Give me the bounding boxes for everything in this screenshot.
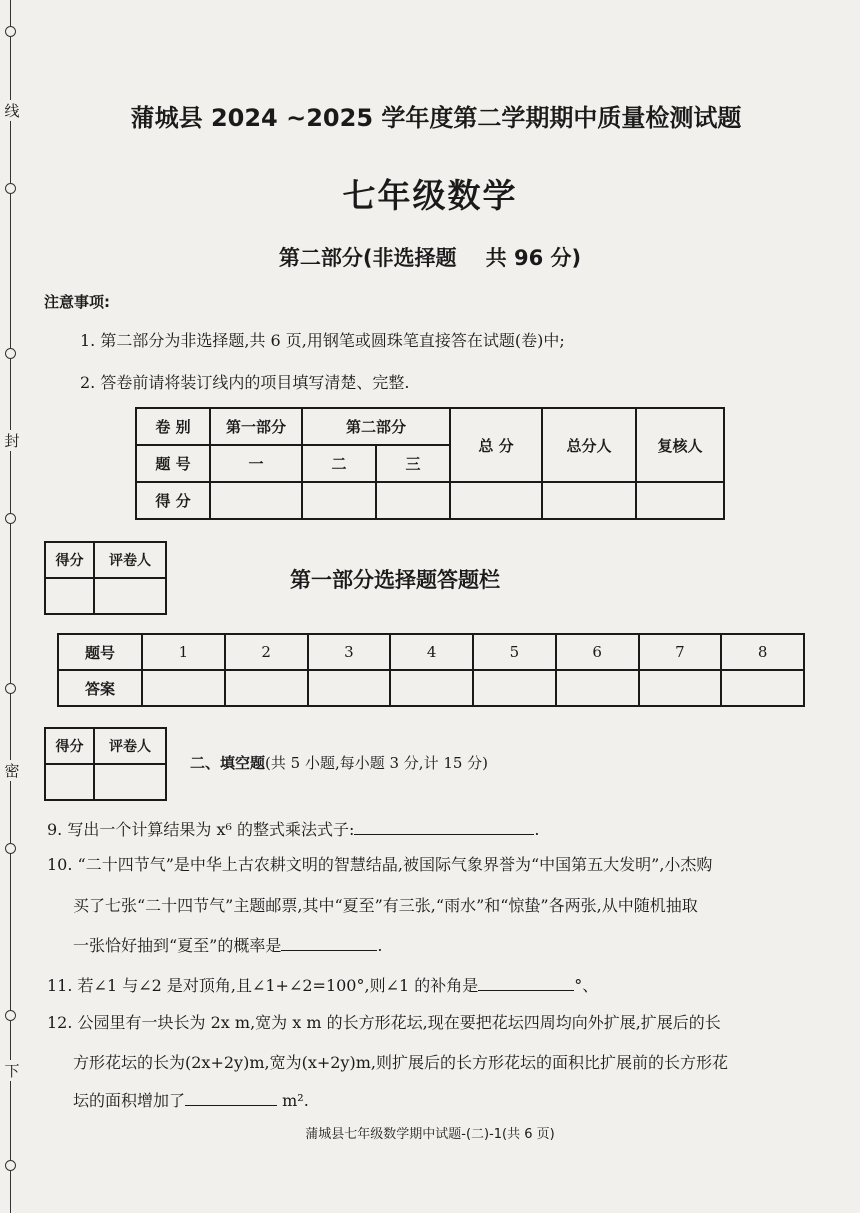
question-11: [47, 973, 598, 996]
question-9: [47, 817, 539, 840]
mini-label: 得分: [45, 542, 94, 578]
question-number: 2: [225, 634, 308, 670]
question-10: 10. “二十四节气”是中华上古农耕文明的智慧结晶,被国际气象界誉为“中国第五大发明”,小杰购: [47, 855, 713, 874]
section1-title: 第一部分选择题答题栏: [290, 568, 500, 592]
section2-desc: (共 5 小题,每小题 3 分,计 15 分): [265, 754, 489, 772]
answer-cell[interactable]: [142, 670, 225, 706]
score-cell[interactable]: [376, 482, 450, 519]
binding-char: 下: [2, 1060, 22, 1081]
part-title: 第二部分(非选择题 共 96 分): [278, 246, 582, 270]
answer-cell[interactable]: [308, 670, 391, 706]
question-text: 一张恰好抽到“夏至”的概率是: [73, 936, 282, 955]
answer-header: 题号: [58, 634, 142, 670]
binding-char: 线: [2, 100, 22, 121]
score-cell[interactable]: [210, 482, 302, 519]
binding-char: 封: [2, 430, 22, 451]
mini-cell[interactable]: [45, 764, 94, 800]
mini-label: 得分: [45, 728, 94, 764]
question-12: 12. 公园里有一块长为 2x m,宽为 x m 的长方形花坛,现在要把花坛四周均向外扩展,扩展后的长: [47, 1013, 721, 1032]
grader-box: [44, 727, 167, 801]
header-cell: 总分人: [542, 408, 636, 482]
question-10-line: [73, 933, 382, 956]
answer-cell[interactable]: [721, 670, 804, 706]
subject-title: 七年级数学: [342, 176, 518, 215]
question-text: .: [377, 936, 383, 955]
mini-label: 评卷人: [94, 542, 166, 578]
mini-label: 评卷人: [94, 728, 166, 764]
header-cell: 一: [210, 445, 302, 482]
header-cell: 总 分: [450, 408, 542, 482]
question-12-line: [73, 1088, 309, 1111]
section2-heading: 二、填空题: [190, 754, 266, 772]
question-number: 4: [390, 634, 473, 670]
header-cell: 得 分: [136, 482, 210, 519]
header-cell: 三: [376, 445, 450, 482]
question-10-line: 买了七张“二十四节气”主题邮票,其中“夏至”有三张,“雨水”和“惊蛰”各两张,从中随机抽取: [73, 896, 698, 915]
answer-cell[interactable]: [390, 670, 473, 706]
header-cell: 卷 别: [136, 408, 210, 445]
binding-char: 密: [2, 760, 22, 781]
question-text: 9. 写出一个计算结果为 x⁶ 的整式乘法式子:: [47, 820, 355, 839]
page-footer: 蒲城县七年级数学期中试题-(二)-1(共 6 页): [305, 1127, 555, 1142]
notice-item: 2. 答卷前请将装订线内的项目填写清楚、完整.: [80, 373, 410, 392]
header-cell: 二: [302, 445, 376, 482]
question-text: 坛的面积增加了: [73, 1091, 186, 1110]
mini-cell[interactable]: [45, 578, 94, 614]
header-cell: 第二部分: [302, 408, 450, 445]
question-text: °、: [574, 976, 599, 995]
question-number: 6: [556, 634, 639, 670]
header-cell: 复核人: [636, 408, 724, 482]
mini-cell[interactable]: [94, 578, 166, 614]
answer-blank[interactable]: [185, 1091, 277, 1106]
question-number: 1: [142, 634, 225, 670]
question-text: 11. 若∠1 与∠2 是对顶角,且∠1+∠2=100°,则∠1 的补角是: [47, 976, 479, 995]
score-cell[interactable]: [450, 482, 542, 519]
question-number: 3: [308, 634, 391, 670]
question-12-line: 方形花坛的长为(2x+2y)m,宽为(x+2y)m,则扩展后的长方形花坛的面积比扩展前的长方形花: [73, 1053, 728, 1072]
score-cell[interactable]: [542, 482, 636, 519]
grader-box: [44, 541, 167, 615]
answer-blank[interactable]: [478, 976, 574, 991]
answer-table: [57, 633, 805, 707]
header-cell: 第一部分: [210, 408, 302, 445]
question-number: 7: [639, 634, 722, 670]
answer-blank[interactable]: [354, 820, 534, 835]
answer-cell[interactable]: [225, 670, 308, 706]
answer-header: 答案: [58, 670, 142, 706]
score-cell[interactable]: [302, 482, 376, 519]
question-text: .: [534, 820, 540, 839]
notice-item: 1. 第二部分为非选择题,共 6 页,用钢笔或圆珠笔直接答在试题(卷)中;: [80, 331, 565, 350]
score-table: [135, 407, 725, 520]
question-number: 5: [473, 634, 556, 670]
exam-title: 蒲城县 2024 ~2025 学年度第二学期期中质量检测试题: [130, 104, 742, 132]
header-cell: 题 号: [136, 445, 210, 482]
section2-title: [190, 752, 488, 773]
score-cell[interactable]: [636, 482, 724, 519]
notice-heading: 注意事项:: [44, 293, 110, 311]
answer-cell[interactable]: [639, 670, 722, 706]
answer-blank[interactable]: [281, 936, 377, 951]
question-number: 8: [721, 634, 804, 670]
answer-cell[interactable]: [473, 670, 556, 706]
question-text: m².: [282, 1091, 309, 1110]
answer-cell[interactable]: [556, 670, 639, 706]
mini-cell[interactable]: [94, 764, 166, 800]
